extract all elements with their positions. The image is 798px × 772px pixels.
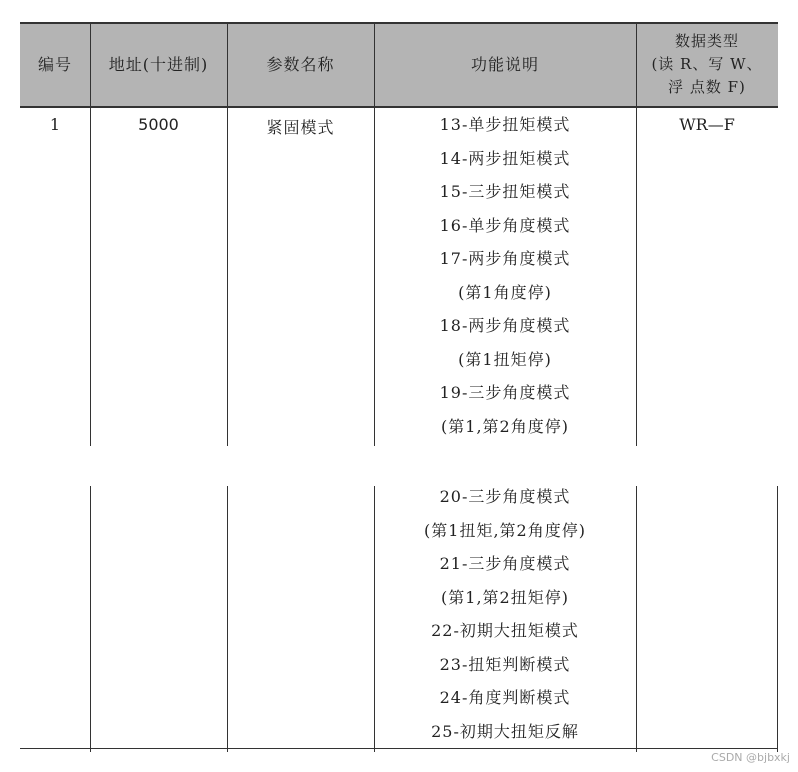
function-line: 22-初期大扭矩模式 — [431, 621, 579, 640]
function-line: (第1,第2扭矩停) — [441, 587, 569, 607]
header-data-type: 数据类型 (读 R、写 W、 浮 点数 F) — [651, 31, 763, 96]
col-divider — [636, 486, 637, 752]
row-number: 1 — [49, 115, 61, 134]
header-number: 编号 — [37, 54, 72, 74]
row-param-name: 紧固模式 — [266, 118, 335, 137]
function-line: 18-两步角度模式 — [439, 316, 571, 335]
col-divider — [90, 486, 91, 752]
header-function: 功能说明 — [470, 54, 539, 74]
col-divider — [636, 22, 637, 446]
bottom-border — [20, 748, 778, 749]
watermark: CSDN @bjbxkj — [711, 751, 790, 764]
function-line: (第1扭矩停) — [458, 349, 552, 369]
header-param-name: 参数名称 — [266, 54, 335, 74]
col-divider — [227, 486, 228, 752]
function-line: 20-三步角度模式 — [439, 487, 571, 506]
row-data-type: WR—F — [679, 115, 735, 134]
function-line: 16-单步角度模式 — [439, 215, 571, 235]
function-line: 13-单步扭矩模式 — [439, 115, 571, 134]
row-address: 5000 — [138, 115, 179, 134]
col-divider — [227, 22, 228, 446]
function-line: 19-三步角度模式 — [439, 383, 571, 402]
col-divider — [90, 22, 91, 446]
header-address: 地址(十进制) — [108, 54, 209, 74]
function-line: 21-三步角度模式 — [439, 554, 571, 573]
function-line: 24-角度判断模式 — [439, 688, 571, 707]
right-border — [777, 486, 778, 752]
function-line: 25-初期大扭矩反解 — [431, 721, 579, 741]
function-line: (第1,第2角度停) — [441, 416, 569, 436]
top-border — [20, 22, 778, 24]
function-line: (第1扭矩,第2角度停) — [424, 520, 586, 540]
function-list-part1 — [374, 108, 636, 443]
function-line: 14-两步扭矩模式 — [439, 148, 571, 168]
function-line: 23-扭矩判断模式 — [439, 654, 571, 674]
function-list-part2 — [374, 480, 636, 748]
function-line: 17-两步角度模式 — [439, 249, 571, 268]
function-line: 15-三步扭矩模式 — [439, 182, 571, 201]
function-line: (第1角度停) — [458, 282, 552, 302]
